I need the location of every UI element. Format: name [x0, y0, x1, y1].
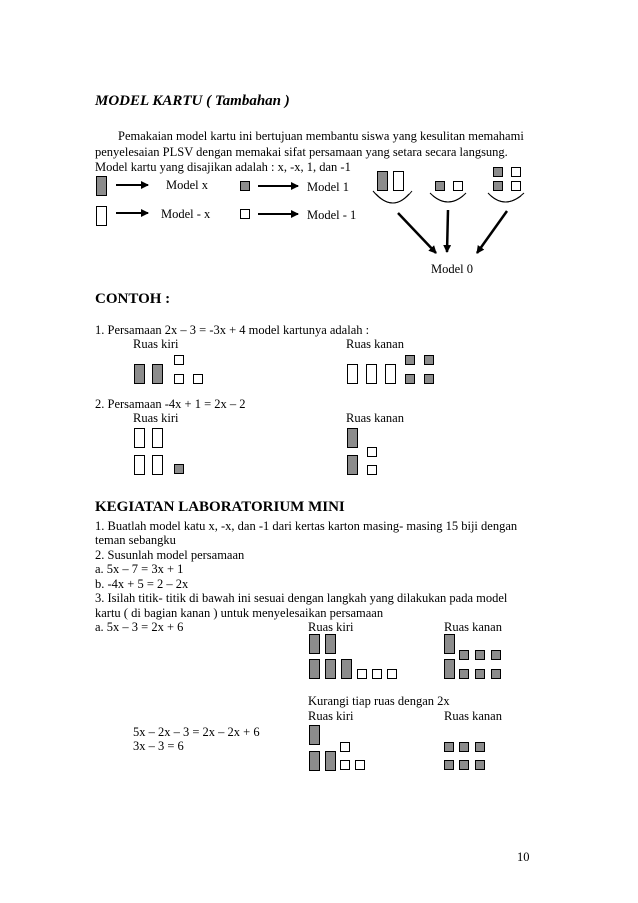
card-neg-1-empty [174, 374, 184, 384]
card-neg-x-empty [366, 364, 377, 384]
intro-line-1: Pemakaian model kartu ini bertujuan membantu siswa yang kesulitan memahami [118, 129, 524, 143]
legend-model-x: Model x [166, 178, 209, 192]
card-1-filled [174, 464, 184, 474]
card-1-filled [459, 650, 469, 660]
card-1-filled [405, 374, 415, 384]
contoh-ex2: 2. Persamaan -4x + 1 = 2x – 2 [95, 397, 246, 411]
card-x-filled [152, 364, 163, 384]
card-neg-1-empty [372, 669, 382, 679]
card-neg-x-empty [134, 455, 145, 475]
card-neg-x-empty [347, 364, 358, 384]
card-neg-1-empty [340, 742, 350, 752]
contoh-ex1-left-label: Ruas kiri [133, 337, 179, 351]
card-x-filled [96, 176, 107, 196]
legend-model-neg-1: Model - 1 [307, 208, 357, 222]
card-1-filled [459, 742, 469, 752]
card-x-filled [309, 725, 320, 745]
page-title: MODEL KARTU ( Tambahan ) [95, 93, 290, 109]
card-neg-x-empty [152, 428, 163, 448]
card-1-filled [424, 355, 434, 365]
card-x-filled [325, 634, 336, 654]
arrow-to-model-0-left [398, 213, 436, 253]
card-neg-1-empty [240, 209, 250, 219]
card-1-filled [405, 355, 415, 365]
card-x-filled [309, 659, 320, 679]
lab-line-3: 2. Susunlah model persamaan [95, 548, 245, 562]
arrow-to-model-0-right [477, 211, 507, 253]
contoh-ex2-left-label: Ruas kiri [133, 411, 179, 425]
legend-model-0: Model 0 [431, 262, 474, 276]
zero-pair-brackets [373, 191, 524, 203]
lab-line-5: b. -4x + 5 = 2 – 2x [95, 577, 189, 591]
card-x-filled [444, 659, 455, 679]
lab-equation-1: 5x – 2x – 3 = 2x – 2x + 6 [133, 725, 260, 739]
card-neg-x-empty [96, 206, 107, 226]
lab-left-label-1: Ruas kiri [308, 620, 354, 634]
lab-line-2: teman sebangku [95, 533, 176, 547]
lab-line-7: kartu ( di bagian kanan ) untuk menyelesaikan persamaan [95, 606, 384, 620]
lab-step: Kurangi tiap ruas dengan 2x [308, 694, 450, 708]
card-neg-1-empty [174, 355, 184, 365]
card-1-filled [491, 669, 501, 679]
zero-pair-1-filled [435, 181, 445, 191]
card-x-filled [134, 364, 145, 384]
contoh-ex1: 1. Persamaan 2x – 3 = -3x + 4 model kartunya adalah : [95, 323, 370, 337]
page-number: 10 [517, 850, 530, 864]
zero-pair-1-empty [453, 181, 463, 191]
card-neg-1-empty [367, 465, 377, 475]
lab-heading: KEGIATAN LABORATORIUM MINI [95, 499, 345, 515]
card-neg-1-empty [355, 760, 365, 770]
card-1-filled [444, 742, 454, 752]
lab-line-1: 1. Buatlah model katu x, -x, dan -1 dari kertas karton masing- masing 15 biji dengan [95, 519, 518, 533]
card-1-filled [444, 760, 454, 770]
card-x-filled [347, 455, 358, 475]
lab-right-label-2: Ruas kanan [444, 709, 502, 723]
card-x-filled [341, 659, 352, 679]
card-neg-1-empty [357, 669, 367, 679]
card-x-filled [444, 634, 455, 654]
card-x-filled [309, 634, 320, 654]
card-x-filled [347, 428, 358, 448]
contoh-ex2-right-label: Ruas kanan [346, 411, 404, 425]
card-x-filled [325, 659, 336, 679]
lab-line-4: a. 5x – 7 = 3x + 1 [95, 562, 184, 576]
lab-left-label-2: Ruas kiri [308, 709, 354, 723]
card-1-filled [240, 181, 250, 191]
card-neg-1-empty [367, 447, 377, 457]
legend-model-1: Model 1 [307, 180, 350, 194]
zero-pair-a-filled [493, 167, 503, 177]
card-neg-x-empty [134, 428, 145, 448]
arrow-to-model-0-middle [447, 210, 448, 252]
card-neg-x-empty [385, 364, 396, 384]
zero-pair-b-filled [493, 181, 503, 191]
card-neg-1-empty [387, 669, 397, 679]
card-x-filled [325, 751, 336, 771]
legend-model-neg-x: Model - x [161, 207, 211, 221]
lab-line-6: 3. Isilah titik- titik di bawah ini sesuai dengan langkah yang dilakukan pada model [95, 591, 508, 605]
zero-pair-a-empty [511, 167, 521, 177]
lab-equation-2: 3x – 3 = 6 [133, 739, 184, 753]
card-1-filled [475, 669, 485, 679]
card-1-filled [491, 650, 501, 660]
intro-line-3: Model kartu yang disajikan adalah : x, -x, 1, dan -1 [95, 160, 351, 174]
card-1-filled [459, 669, 469, 679]
card-1-filled [475, 650, 485, 660]
zero-pair-x-filled [377, 171, 388, 191]
card-neg-x-empty [152, 455, 163, 475]
intro-line-2: penyelesaian PLSV dengan memakai sifat persamaan yang setara secara langsung. [95, 145, 508, 159]
card-x-filled [309, 751, 320, 771]
contoh-heading: CONTOH : [95, 291, 171, 307]
card-1-filled [424, 374, 434, 384]
lab-line-8: a. 5x – 3 = 2x + 6 [95, 620, 184, 634]
card-neg-1-empty [193, 374, 203, 384]
contoh-ex1-right-label: Ruas kanan [346, 337, 404, 351]
lab-right-label-1: Ruas kanan [444, 620, 502, 634]
card-1-filled [475, 742, 485, 752]
zero-pair-b-empty [511, 181, 521, 191]
card-neg-1-empty [340, 760, 350, 770]
card-1-filled [459, 760, 469, 770]
card-1-filled [475, 760, 485, 770]
zero-pair-x-empty [393, 171, 404, 191]
